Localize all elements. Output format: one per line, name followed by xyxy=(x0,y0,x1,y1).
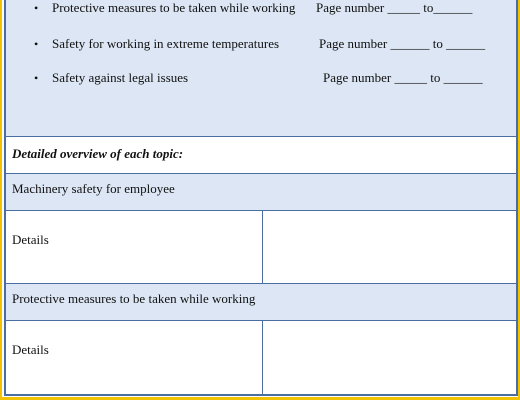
toc-topic: Safety for working in extreme temperatures xyxy=(52,36,280,51)
toc-item-legal-issues xyxy=(6,70,516,86)
toc-topic: Protective measures to be taken while working xyxy=(52,0,296,15)
details-label: Details xyxy=(12,342,49,357)
toc-item-extreme-temperatures xyxy=(6,36,516,52)
toc-item-protective-measures xyxy=(6,0,516,16)
topic-title-row xyxy=(6,174,516,211)
table-of-contents xyxy=(6,0,516,137)
details-divider xyxy=(262,321,263,394)
overview-heading: Detailed overview of each topic: xyxy=(12,146,184,161)
topic-details-row xyxy=(6,211,516,284)
bullet-icon: • xyxy=(34,1,39,15)
toc-page-ref: Page number _____ to ______ xyxy=(323,70,483,85)
toc-topic: Safety against legal issues xyxy=(52,70,189,85)
topic-title: Machinery safety for employee xyxy=(12,181,175,196)
details-label: Details xyxy=(12,232,49,247)
topic-details-row xyxy=(6,321,516,394)
form-sheet xyxy=(4,0,518,396)
details-divider xyxy=(262,211,263,283)
bullet-icon: • xyxy=(34,37,39,51)
toc-page-ref: Page number ______ to ______ xyxy=(319,36,486,51)
topic-title-row xyxy=(6,284,516,321)
bullet-icon: • xyxy=(34,71,39,85)
topic-title: Protective measures to be taken while working xyxy=(12,291,256,306)
toc-page-ref: Page number _____ to______ xyxy=(316,0,473,15)
overview-heading-row xyxy=(6,137,516,174)
